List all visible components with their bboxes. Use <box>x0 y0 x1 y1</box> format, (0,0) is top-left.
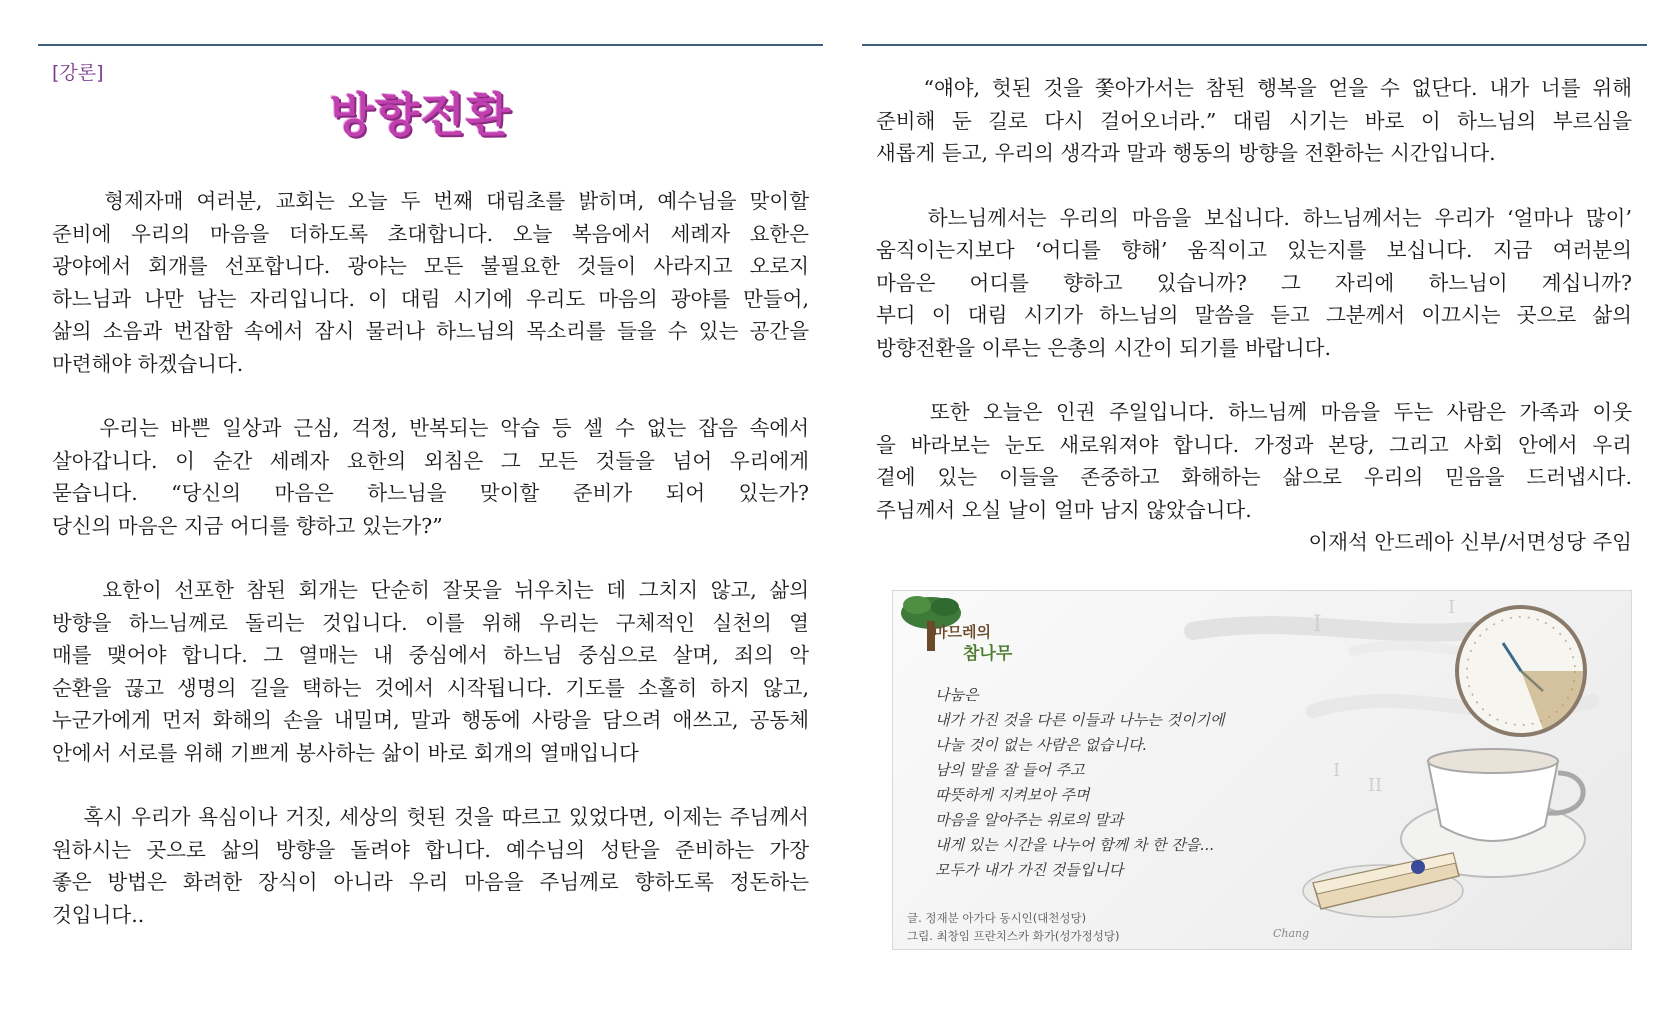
text-line: 마음은 어디를 향하고 있습니까? 그 자리에 하느님이 계십니까? <box>876 270 1632 295</box>
logo-line2: 참나무 <box>963 644 1013 664</box>
text-line: 부디 이 대림 시기가 하느님의 말씀을 듣고 그분께서 이끄시는 곳으로 삶의 <box>876 303 1632 327</box>
paragraph <box>52 185 809 380</box>
paragraph <box>52 412 809 542</box>
author-signature: 이재석 안드레아 신부/서면성당 주임 <box>1308 530 1632 554</box>
poem-text <box>935 683 1355 883</box>
numeral-4: I <box>1448 597 1456 618</box>
paragraph <box>876 396 1632 526</box>
poem-line: 따뜻하게 지켜보아 주며 <box>935 786 1090 804</box>
text-line: 형제자매 여러분, 교회는 오늘 두 번째 대림초를 밝히며, 예수님을 맞이할 <box>52 189 809 213</box>
text-line: 주님께서 오실 날이 얼마 남지 않았습니다. <box>876 497 1252 522</box>
homily-body-left <box>52 185 809 931</box>
numeral-2: I <box>1333 760 1341 781</box>
text-line: 준비에 우리의 마음을 더하도록 초대합니다. 오늘 복음에서 세례자 요한은 <box>52 221 809 246</box>
text-line: 안에서 서로를 위해 기쁘게 봉사하는 삶이 바로 회개의 열매입니다 <box>52 740 639 765</box>
text-line: 원하시는 곳으로 삶의 방향을 돌려야 합니다. 예수님의 성탄을 준비하는 가장 <box>52 837 809 862</box>
paragraph <box>876 72 1632 170</box>
text-line: 매를 맺어야 합니다. 그 열매는 내 중심에서 하느님 중심으로 살며, 죄의 악 <box>52 643 809 667</box>
text-line: 우리는 바쁜 일상과 근심, 걱정, 반복되는 악습 등 셀 수 없는 잡음 속에서 <box>52 416 809 440</box>
page-title: 방향전환 <box>329 88 512 142</box>
poem-line: 나눔은 <box>935 686 979 704</box>
text-line: 마련해야 하겠습니다. <box>52 351 244 376</box>
poem-line: 내게 있는 시간을 나누어 함께 차 한 잔을... <box>935 836 1215 854</box>
paragraph <box>52 801 809 931</box>
text-line: 하느님과 나만 남는 자리입니다. 이 대림 시기에 우리도 마음의 광야를 만들어, <box>52 286 809 311</box>
numeral-3: II <box>1368 775 1383 796</box>
berry-icon <box>1411 860 1425 874</box>
text-line: 준비해 둔 길로 다시 걸어오너라.” 대림 시기는 바로 이 하느님의 부르심을 <box>876 108 1632 133</box>
text-line: 광야에서 회개를 선포합니다. 광야는 모든 불필요한 것들이 사라지고 오로지 <box>52 254 809 278</box>
text-line: 누군가에게 먼저 화해의 손을 내밀며, 말과 행동에 사랑을 담으려 애쓰고, 공동체 <box>52 708 810 732</box>
text-line: 움직이는지보다 ‘어디를 향해’ 움직이고 있는지를 보십니다. 지금 여러분의 <box>876 238 1632 262</box>
left-column <box>52 58 809 931</box>
text-line: 좋은 방법은 화려한 장식이 아니라 우리 마음을 주님께로 향하도록 정돈하는 <box>52 870 809 894</box>
paragraph-gap <box>876 170 1632 202</box>
paragraph-gap <box>52 380 809 412</box>
paragraph <box>52 574 809 769</box>
poem-line: 모두가 내가 가진 것들입니다 <box>935 861 1124 879</box>
text-line: 묻습니다. “당신의 마음은 하느님을 맞이할 준비가 되어 있는가? <box>52 481 809 505</box>
text-line: 살아갑니다. 이 순간 세례자 요한의 외침은 그 모든 것들을 넘어 우리에게 <box>52 448 809 473</box>
text-line: “얘야, 헛된 것을 쫓아가서는 참된 행복을 얻을 수 없단다. 내가 너를 위해 <box>876 76 1632 100</box>
text-line: 방향전환을 이루는 은총의 시간이 되기를 바랍니다. <box>876 335 1331 360</box>
text-line: 혹시 우리가 욕심이나 거짓, 세상의 헛된 것을 따르고 있었다면, 이제는 주님께서 <box>52 805 809 829</box>
paragraph <box>876 202 1632 365</box>
credit-text: 글. 정재분 아가다 동시인(대천성당) <box>907 911 1087 925</box>
text-line: 순환을 끊고 생명의 길을 택하는 것에서 시작됩니다. 기도를 소홀히 하지 않고, <box>52 675 809 700</box>
text-line: 을 바라보는 눈도 새로워져야 합니다. 가정과 본당, 그리고 사회 안에서 우리 <box>876 432 1632 457</box>
text-line: 곁에 있는 이들을 존중하고 화해하는 삶으로 우리의 믿음을 드러냅시다. <box>876 465 1632 489</box>
top-rule-left <box>38 44 823 46</box>
text-line: 방향을 하느님께로 돌리는 것입니다. 이를 위해 우리는 구체적인 실천의 열 <box>52 610 809 635</box>
poem-line: 마음을 알아주는 위로의 말과 <box>935 811 1124 829</box>
credits <box>907 909 1119 945</box>
text-line: 요한이 선포한 참된 회개는 단순히 잘못을 뉘우치는 데 그치지 않고, 삶의 <box>52 578 809 602</box>
logo-line1: 마므레의 <box>933 623 991 641</box>
homily-body-right <box>876 72 1632 526</box>
text-line: 새롭게 듣고, 우리의 생각과 말과 행동의 방향을 전환하는 시간입니다. <box>876 141 1496 165</box>
paragraph-gap <box>52 769 809 801</box>
top-rule-right <box>862 44 1647 46</box>
text-line: 하느님께서는 우리의 마음을 보십니다. 하느님께서는 우리가 ‘얼마나 많이’ <box>876 205 1632 230</box>
section-label: [강론] <box>52 62 104 84</box>
right-column <box>876 58 1632 558</box>
text-line: 삶의 소음과 번잡함 속에서 잠시 물러나 하느님의 목소리를 들을 수 있는 공간을 <box>52 319 809 343</box>
poem-line: 나눌 것이 없는 사람은 없습니다. <box>935 736 1148 754</box>
poem-line: 내가 가진 것을 다른 이들과 나누는 것이기에 <box>935 711 1225 729</box>
text-line: 또한 오늘은 인권 주일입니다. 하느님께 마음을 두는 사람은 가족과 이웃 <box>876 400 1632 424</box>
poem-line: 남의 말을 잘 들어 주고 <box>935 761 1085 779</box>
numeral-1: I <box>1313 612 1322 637</box>
artist-signature: Chang <box>1273 927 1310 940</box>
illustration-card <box>892 590 1632 950</box>
paragraph-gap <box>52 542 809 574</box>
credit-art: 그림. 최창임 프란치스카 화가(성가정성당) <box>907 929 1120 943</box>
text-line: 것입니다.. <box>52 902 145 927</box>
text-line: 당신의 마음은 지금 어디를 향하고 있는가?” <box>52 513 443 538</box>
paragraph-gap <box>876 364 1632 396</box>
logo <box>907 599 1027 664</box>
